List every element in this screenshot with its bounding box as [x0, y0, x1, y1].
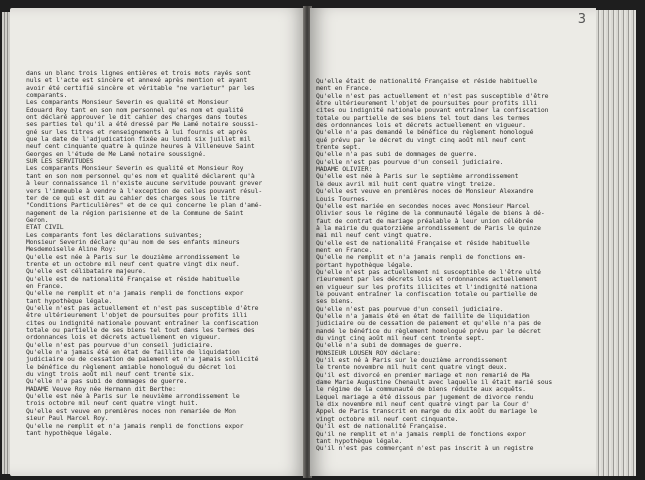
text-line: tant en son nom personnel qu'es nom et qualité déclarent qu'à	[26, 172, 255, 180]
text-line: rieurement par les décrets lois et ordonnances actuellement	[316, 276, 538, 284]
text-line: ter de ce qui est dit au cahier des charges sous le titre	[26, 194, 240, 202]
text-line: comparants.	[26, 92, 68, 100]
text-line: en France.	[26, 282, 64, 290]
text-line: totale ou partielle de ses biens tel tout dans les termes des	[26, 327, 255, 335]
text-line: le deux avril mil huit cent quatre vingt treize.	[316, 180, 496, 188]
text-line: ment en France.	[316, 85, 373, 93]
text-line: le régime de la communauté de biens réduite aux acquêts.	[316, 386, 526, 394]
text-line: Georges en l'étude de Me Lamé notaire soussigné.	[26, 150, 206, 158]
text-line: cites ou indignité nationale pouvant entraîner la confiscation	[316, 107, 549, 115]
text-line: Les comparants font les déclarations suivantes;	[26, 231, 203, 239]
text-line: Qu'il est né à Paris sur le douzième arrondissement	[316, 357, 508, 365]
text-line: Qu'elle n'est pas pourvue d'un conseil judiciaire.	[316, 305, 504, 313]
text-line: Qu'elle est de nationalité Française et réside habituelle	[26, 275, 240, 283]
text-line: Qu'elle ne remplit et n'a jamais rempli de fonctions em-	[316, 254, 526, 262]
text-line: Qu'il n'est pas commerçant n'est pas inscrit à un registre	[316, 445, 534, 453]
right-page	[310, 8, 596, 476]
text-line: ses biens.	[316, 298, 354, 306]
text-line: Qu'elle est veuve en premières noces non remariée de Mon	[26, 407, 236, 415]
text-line: vers l'immeuble à vendre à l'exception de celles pouvant résul-	[26, 187, 263, 195]
left-page	[10, 8, 306, 476]
page-number: 3	[577, 12, 586, 27]
text-line: ont déclaré approuver le dit cahier des charges dans toutes	[26, 114, 248, 122]
right-page-edges	[596, 10, 636, 476]
text-line: MADAME Veuve Roy née Hermann dit Berthe:	[26, 385, 176, 393]
text-line: Qu'elle n'a pas demandé le bénéfice du règlement homologué	[316, 129, 534, 137]
text-line: faut de contrat de mariage préalable à leur union célébrée	[316, 217, 534, 225]
text-line: tant hypothèque légale.	[316, 437, 403, 445]
text-line: Qu'elle était de nationalité Française et réside habituelle	[316, 78, 538, 85]
text-line: gné sur les titres et renseignements à lui fournis et après	[26, 128, 248, 136]
text-line: du vingt trois août mil neuf cent trente six.	[26, 371, 195, 379]
text-line: "Conditions Particulières" et de ce qui concerne le plan d'amé-	[26, 202, 263, 210]
text-line: Qu'elle n'a jamais été en état de faillite de liquidation	[316, 313, 530, 320]
text-line: Qu'elle n'a pas subi de dommages de guerre.	[26, 378, 188, 386]
text-line: être ultérieurement l'objet de poursuites pour profits illi	[26, 312, 248, 320]
text-line: Les comparants Monsieur Severin es qualité et Monsieur Roy	[26, 165, 244, 173]
text-line: judiciaire ou de cessation de paiement et n'a jamais sollicité	[26, 356, 259, 364]
text-line: tant hypothèque légale.	[26, 429, 113, 437]
text-line: Qu'elle n'est pas actuellement ni susceptible de l'être ulté	[316, 268, 541, 276]
text-line: à la mairie du quatorzième arrondissement de Paris le quinze	[316, 224, 541, 232]
text-line: ordonnances lois et décrets actuellement en vigueur.	[26, 334, 221, 342]
text-line: du vingt cinq août mil neuf cent trente sept.	[316, 335, 485, 343]
text-line: Qu'il est divorcé en premier mariage et non remarié de Ma	[316, 371, 530, 379]
text-line: portant hypothèque légale.	[316, 261, 414, 269]
text-line: Qu'il ne remplit et n'a jamais rempli de fonctions expor	[316, 430, 526, 438]
text-line: sieur Paul Marcel Roy.	[26, 415, 109, 423]
text-line: vingt octobre mil neuf cent cinquante.	[316, 415, 459, 423]
text-line: trois octobre mil neuf cent quatre vingt huit.	[26, 400, 199, 408]
text-line: Qu'elle n'a subi de dommages de guerre.	[316, 342, 463, 350]
text-line: qué prévu par le décret du vingt cinq août mil neuf cent	[316, 136, 526, 144]
text-line: Appel de Paris transcrit en marge du dix août du mariage le	[316, 408, 538, 416]
text-line: cites ou indignité nationale pouvant entraîner la confiscation	[26, 319, 259, 327]
text-line: mandé le bénéfice du règlement homologué prévu par le décret	[316, 327, 541, 335]
text-line: Qu'elle est veuve en premières noces de Monsieur Alexandre	[316, 188, 534, 196]
text-line: Mesdemoiselle Aline Roy:	[26, 246, 116, 254]
text-line: Monsieur Severin déclare qu'au nom de ses enfants mineurs	[26, 238, 240, 246]
text-line: judiciaire ou de cessation de paiement et qu'elle n'a pas de	[316, 320, 541, 328]
text-line: que la date de l'adjudication fixée au lundi six juillet mil	[26, 136, 251, 144]
text-line: le bénéfice du règlement amiable homologué du décret loi	[26, 363, 236, 371]
text-line: le pouvant entraîner la confiscation totale ou partielle de	[316, 290, 538, 298]
text-line: ment en France.	[316, 246, 373, 254]
text-line: trente et un octobre mil neuf cent quatre vingt dix neuf.	[26, 260, 240, 268]
text-line: dame Marie Augustine Chenault avec laquelle il était marié sous	[316, 379, 553, 387]
text-line: totale ou partielle de ses biens tel tout dans les termes	[316, 114, 530, 122]
text-line: Louis Tournes.	[316, 195, 369, 203]
text-line: ses parties tel qu'il a été dressé par Me Lamé notaire soussi-	[26, 121, 259, 129]
text-line: nagement de la région parisienne et de la Commune de Saint	[26, 209, 244, 217]
text-line: avoir été certifié sincère et véritable "ne varietur" par les	[26, 84, 255, 92]
text-line: dans un blanc trois lignes entières et trois mots rayés sont	[26, 70, 251, 77]
text-line: Qu'elle ne remplit et n'a jamais rempli de fonctions expor	[26, 290, 244, 298]
text-line: le trente novembre mil huit cent quatre vingt deux.	[316, 364, 508, 372]
text-line: nuls et l'acte est sincère et annexé après mention et ayant	[26, 77, 248, 85]
text-line: Qu'elle est mariée en secondes noces avec Monsieur Marcel	[316, 202, 530, 210]
text-line: être ultérieurement l'objet de poursuites pour profits illi	[316, 100, 538, 108]
text-line: Geron.	[26, 216, 49, 224]
text-line: Olivier sous le régime de la communauté légale de biens à dé-	[316, 210, 545, 218]
text-line: le dix novembre mil neuf cent quatre vingt par la Cour d'	[316, 401, 530, 409]
text-line: Qu'elle n'est pas actuellement et n'est pas susceptible d'être	[316, 92, 549, 100]
text-line: mai mil neuf cent vingt quatre.	[316, 232, 433, 240]
text-line: Edouard Roy tant en son nom personnel qu'es nom et qualité	[26, 106, 244, 114]
text-line: Qu'elle est de nationalité Française et réside habituelle	[316, 239, 530, 247]
text-line: des ordonnances lois et décrets actuellement en vigueur.	[316, 122, 526, 130]
text-line: Qu'elle est née à Paris sur le neuvième arrondissement le	[26, 393, 240, 401]
text-line: neuf cent cinquante quatre à quinze heures à Villeneuve Saint	[26, 143, 255, 151]
text-line: trente sept.	[316, 144, 361, 152]
text-line: Qu'elle n'est pas actuellement et n'est pas susceptible d'être	[26, 305, 259, 312]
text-line: MADAME OLIVIER:	[316, 166, 373, 174]
text-line: Qu'il est de nationalité Française.	[316, 423, 448, 431]
text-line: Les comparants Monsieur Severin es qualité et Monsieur	[26, 99, 229, 107]
text-line: Qu'elle n'a pas subi de dommages de guerre.	[316, 151, 478, 159]
text-line: Lequel mariage a été dissous par jugement de divorce rendu	[316, 393, 534, 401]
text-line: Qu'elle est née à Paris sur le septième arrondissement	[316, 173, 519, 181]
text-line: Qu'elle n'est pas pourvue d'un conseil judiciaire.	[26, 341, 214, 349]
text-line: ETAT CIVIL	[26, 224, 64, 232]
text-line: Qu'elle n'est pas pourvue d'un conseil judiciaire.	[316, 158, 504, 166]
text-line: Qu'elle n'a jamais été en état de faillite de liquidation	[26, 349, 240, 357]
text-line: Qu'elle ne remplit et n'a jamais rempli de fonctions expor	[26, 422, 244, 430]
text-line: à leur connaissance il n'existe aucune servitude pouvant grever	[26, 180, 263, 188]
text-line: MONSIEUR LOUSEN ROY déclare:	[316, 349, 421, 357]
text-line: Qu'elle est née à Paris sur le douzième arrondissement le	[26, 253, 240, 261]
text-line: tant hypothèque légale.	[26, 297, 113, 305]
text-line: SUR LES SERVITUDES	[26, 158, 94, 166]
text-line: en vigueur sur les profits illicites et l'indignité nationa	[316, 283, 538, 291]
left-page-text	[26, 70, 296, 437]
right-page-text	[316, 78, 590, 453]
text-line: Qu'elle est célibataire majeure.	[26, 268, 146, 276]
